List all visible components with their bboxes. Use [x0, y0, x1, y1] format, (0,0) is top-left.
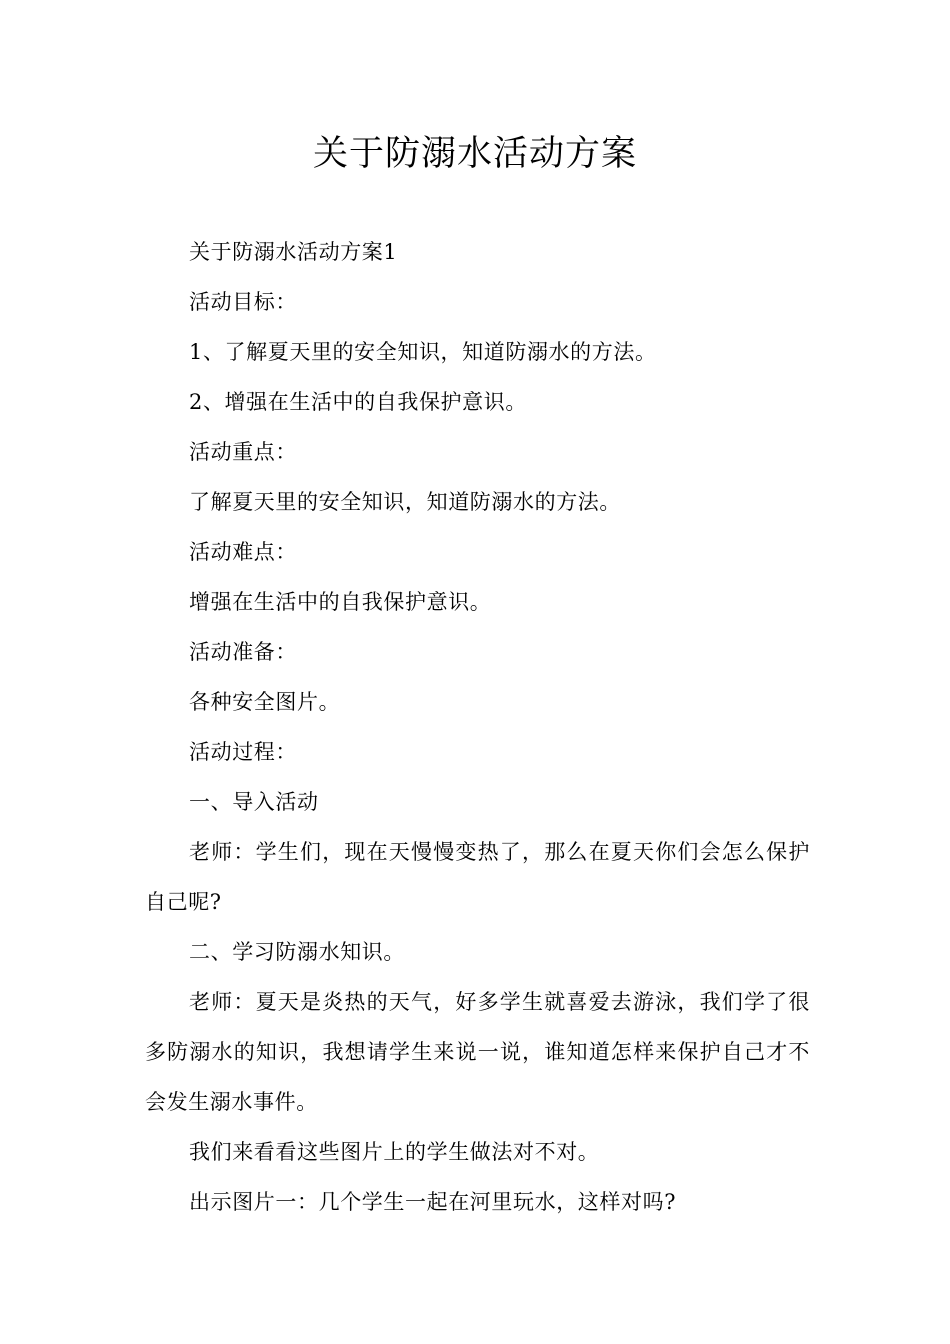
document-title: 关于防溺水活动方案	[312, 134, 637, 174]
focus-text: 了解夏天里的安全知识，知道防溺水的方法。	[189, 490, 621, 514]
section-label-process: 活动过程：	[189, 740, 297, 764]
body-paragraph-pictures: 我们来看看这些图片上的学生做法对不对。	[189, 1140, 600, 1164]
step-heading-1: 一、导入活动	[189, 790, 319, 814]
section-label-goals: 活动目标：	[189, 290, 297, 314]
difficulty-text: 增强在生活中的自我保护意识。	[189, 590, 492, 614]
section-label-preparation: 活动准备：	[189, 640, 297, 664]
document-body	[145, 227, 810, 1227]
goal-item-1: 1、了解夏天里的安全知识，知道防溺水的方法。	[189, 340, 657, 364]
heading-plan-1: 关于防溺水活动方案1	[189, 240, 398, 264]
teacher-paragraph-1: 老师：学生们，现在天慢慢变热了，那么在夏天你们会怎么保护自己呢?	[145, 840, 810, 914]
body-paragraph-picture-1: 出示图片一：几个学生一起在河里玩水，这样对吗?	[189, 1190, 677, 1214]
preparation-text: 各种安全图片。	[189, 690, 341, 714]
teacher-paragraph-2: 老师：夏天是炎热的天气，好多学生就喜爱去游泳，我们学了很多防溺水的知识，我想请学生来说一说，谁知道怎样来保护自己才不会发生溺水事件。	[145, 990, 810, 1114]
section-label-difficulty: 活动难点：	[189, 540, 297, 564]
step-heading-2: 二、学习防溺水知识。	[189, 940, 405, 964]
section-label-focus: 活动重点：	[189, 440, 297, 464]
goal-item-2: 2、增强在生活中的自我保护意识。	[189, 390, 527, 414]
